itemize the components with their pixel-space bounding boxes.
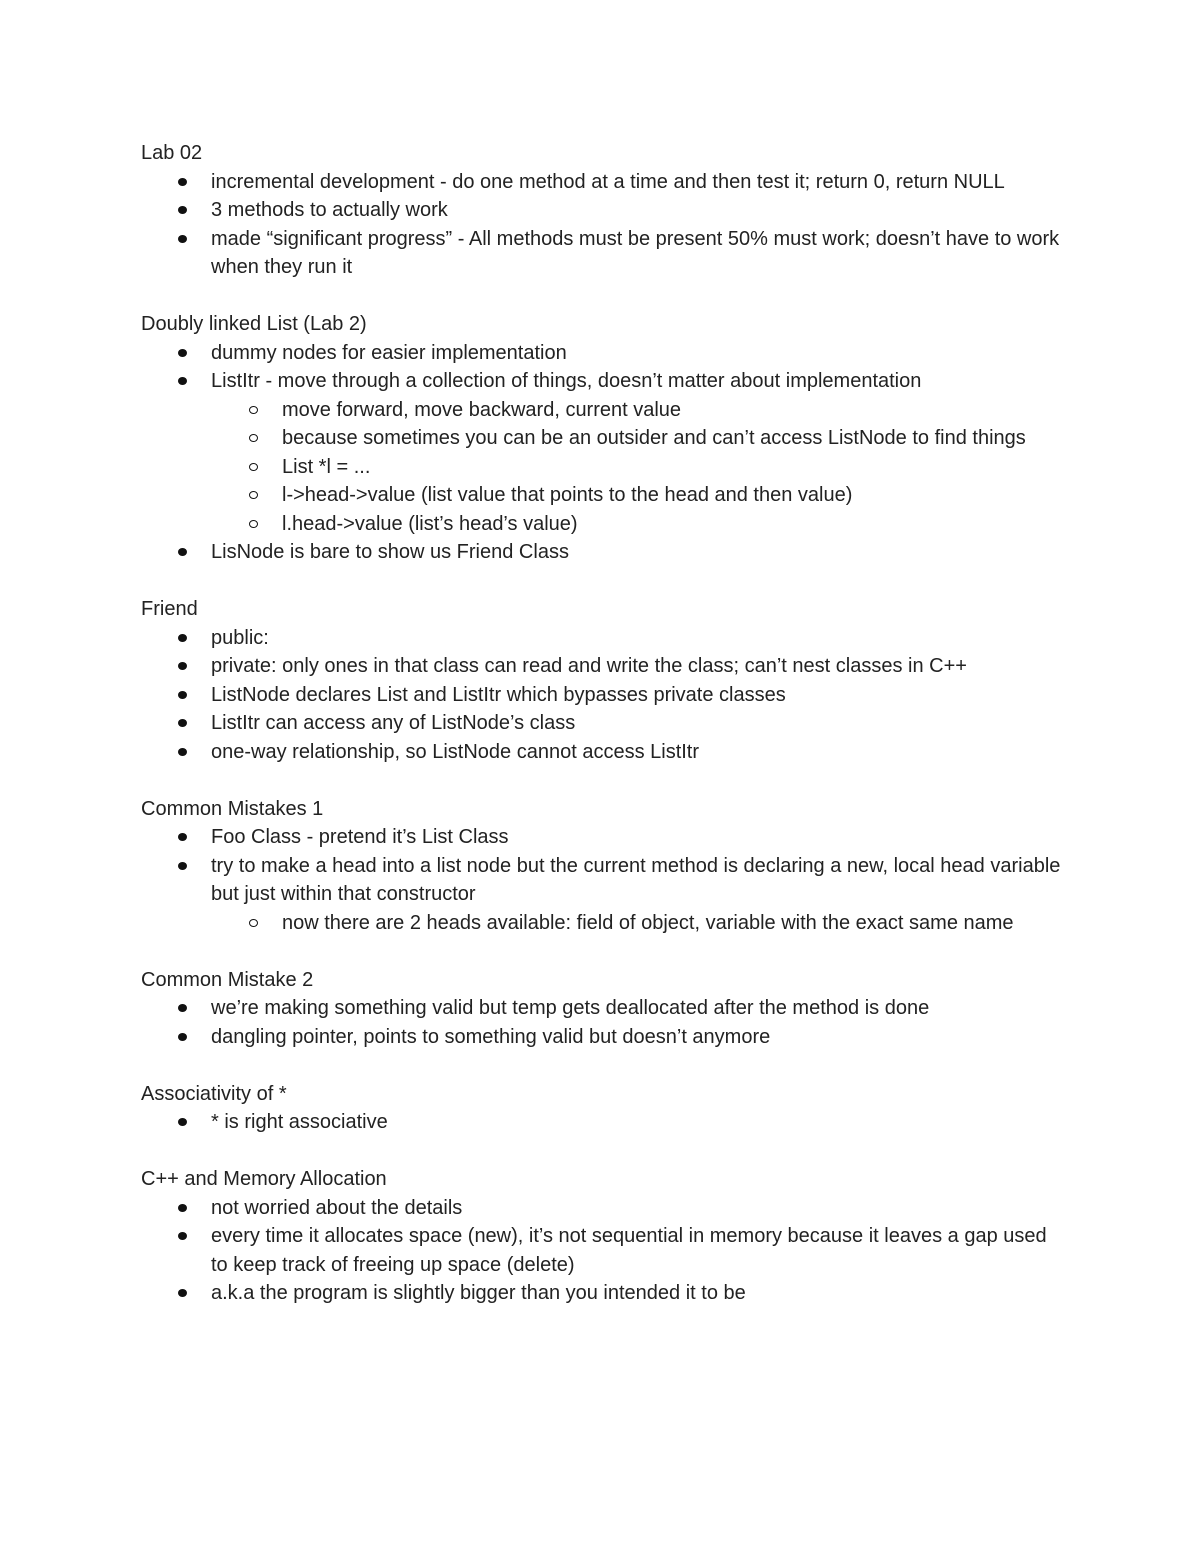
hollow-bullet-icon: [249, 491, 258, 499]
filled-bullet-icon: [178, 548, 187, 556]
bullet-item: [141, 1279, 1061, 1308]
bullet-item: [141, 1023, 1061, 1052]
filled-bullet-icon: [178, 1033, 187, 1041]
bullet-item: [141, 538, 1061, 567]
notes-section: [141, 795, 1061, 938]
bullet-item: [141, 681, 1061, 710]
section-heading: Doubly linked List (Lab 2): [141, 313, 367, 335]
bullet-text: public:: [211, 626, 269, 649]
bullet-text: 3 methods to actually work: [211, 199, 448, 221]
sub-bullet-text: l->head->value (list value that points to the head and then value): [282, 484, 853, 506]
filled-bullet-icon: [178, 235, 187, 243]
bullet-item: [141, 709, 1061, 738]
notes-section: [141, 595, 1061, 766]
bullet-text: LisNode is bare to show us Friend Class: [211, 541, 569, 563]
bullet-item: [141, 823, 1061, 852]
bullet-item: [141, 367, 1061, 396]
bullet-text: * is right associative: [211, 1111, 388, 1133]
sub-bullet-text: now there are 2 heads available: field of object, variable with the exact same name: [282, 911, 1014, 934]
sub-bullet-text: l.head->value (list’s head’s value): [282, 512, 578, 535]
bullet-item: [141, 652, 1061, 681]
bullet-item: [141, 168, 1061, 197]
filled-bullet-icon: [178, 1004, 187, 1012]
sub-bullet-text: move forward, move backward, current value: [282, 398, 682, 421]
hollow-bullet-icon: [249, 520, 258, 528]
bullet-text: private: only ones in that class can read and write the class; can’t nest classes in C++: [211, 655, 967, 677]
bullet-text: Foo Class - pretend it’s List Class: [211, 826, 509, 848]
bullet-text: made “significant progress” - All methods must be present 50% must work; doesn’t have to work when they run it: [211, 227, 1060, 278]
bullet-list: [141, 1108, 1061, 1137]
notes-section: [141, 966, 1061, 1052]
sub-bullet-item: [211, 909, 1061, 938]
bullet-text: one-way relationship, so ListNode cannot access ListItr: [211, 740, 700, 763]
section-heading: C++ and Memory Allocation: [141, 1168, 387, 1190]
filled-bullet-icon: [178, 178, 187, 186]
filled-bullet-icon: [178, 748, 187, 756]
bullet-item: [141, 339, 1061, 368]
section-heading: Friend: [141, 598, 198, 620]
filled-bullet-icon: [178, 349, 187, 357]
bullet-text: dummy nodes for easier implementation: [211, 341, 567, 364]
filled-bullet-icon: [178, 1232, 187, 1240]
notes-section: [141, 1165, 1061, 1308]
bullet-list: [141, 823, 1061, 937]
bullet-list: [141, 168, 1061, 282]
notes-section: [141, 1080, 1061, 1137]
hollow-bullet-icon: [249, 406, 258, 414]
notes-section: [141, 310, 1061, 567]
section-heading: Lab 02: [141, 142, 203, 164]
sub-bullet-item: [211, 510, 1061, 539]
notes-section: [141, 139, 1061, 282]
section-heading: Common Mistake 2: [141, 968, 314, 991]
sub-bullet-item: [211, 396, 1061, 425]
bullet-item: [141, 1222, 1061, 1279]
filled-bullet-icon: [178, 833, 187, 841]
bullet-item: [141, 1108, 1061, 1137]
bullet-list: [141, 1194, 1061, 1308]
bullet-list: [141, 339, 1061, 567]
bullet-text: a.k.a the program is slightly bigger than you intended it to be: [211, 1282, 746, 1304]
bullet-item: [141, 994, 1061, 1023]
sub-bullet-list: [211, 396, 1061, 539]
hollow-bullet-icon: [249, 434, 258, 442]
bullet-item: [141, 196, 1061, 225]
filled-bullet-icon: [178, 206, 187, 214]
filled-bullet-icon: [178, 1204, 187, 1212]
bullet-item: [141, 1194, 1061, 1223]
filled-bullet-icon: [178, 634, 187, 642]
filled-bullet-icon: [178, 377, 187, 385]
sub-bullet-item: [211, 453, 1061, 482]
hollow-bullet-icon: [249, 463, 258, 471]
sub-bullet-item: [211, 424, 1061, 453]
bullet-item: [141, 225, 1061, 282]
filled-bullet-icon: [178, 691, 187, 699]
bullet-text: not worried about the details: [211, 1196, 463, 1219]
bullet-text: ListNode declares List and ListItr which bypasses private classes: [211, 683, 786, 706]
sub-bullet-item: [211, 481, 1061, 510]
bullet-text: try to make a head into a list node but the current method is declaring a new, local head variable but just within that constructor: [211, 854, 1061, 905]
filled-bullet-icon: [178, 1118, 187, 1126]
bullet-list: [141, 994, 1061, 1051]
bullet-text: every time it allocates space (new), it’s not sequential in memory because it leaves a gap used to keep track of freeing up space (delete): [211, 1225, 1047, 1276]
bullet-list: [141, 624, 1061, 767]
bullet-text: ListItr - move through a collection of things, doesn’t matter about implementation: [211, 370, 922, 392]
bullet-text: we’re making something valid but temp gets deallocated after the method is done: [211, 997, 930, 1019]
filled-bullet-icon: [178, 1289, 187, 1297]
bullet-text: dangling pointer, points to something valid but doesn’t anymore: [211, 1025, 771, 1048]
document-page: [141, 139, 1061, 1336]
section-heading: Common Mistakes 1: [141, 797, 324, 820]
hollow-bullet-icon: [249, 919, 258, 927]
sub-list-wrapper: [141, 396, 1061, 539]
bullet-item: [141, 624, 1061, 653]
sub-bullet-text: List *l = ...: [282, 455, 371, 478]
bullet-text: incremental development - do one method at a time and then test it; return 0, return NULL: [211, 170, 1005, 193]
filled-bullet-icon: [178, 862, 187, 870]
bullet-item: [141, 852, 1061, 909]
sub-bullet-list: [211, 909, 1061, 938]
section-heading: Associativity of *: [141, 1082, 287, 1105]
filled-bullet-icon: [178, 662, 187, 670]
sub-list-wrapper: [141, 909, 1061, 938]
bullet-text: ListItr can access any of ListNode’s class: [211, 712, 576, 734]
filled-bullet-icon: [178, 719, 187, 727]
sub-bullet-text: because sometimes you can be an outsider and can’t access ListNode to find things: [282, 427, 1026, 449]
bullet-item: [141, 738, 1061, 767]
